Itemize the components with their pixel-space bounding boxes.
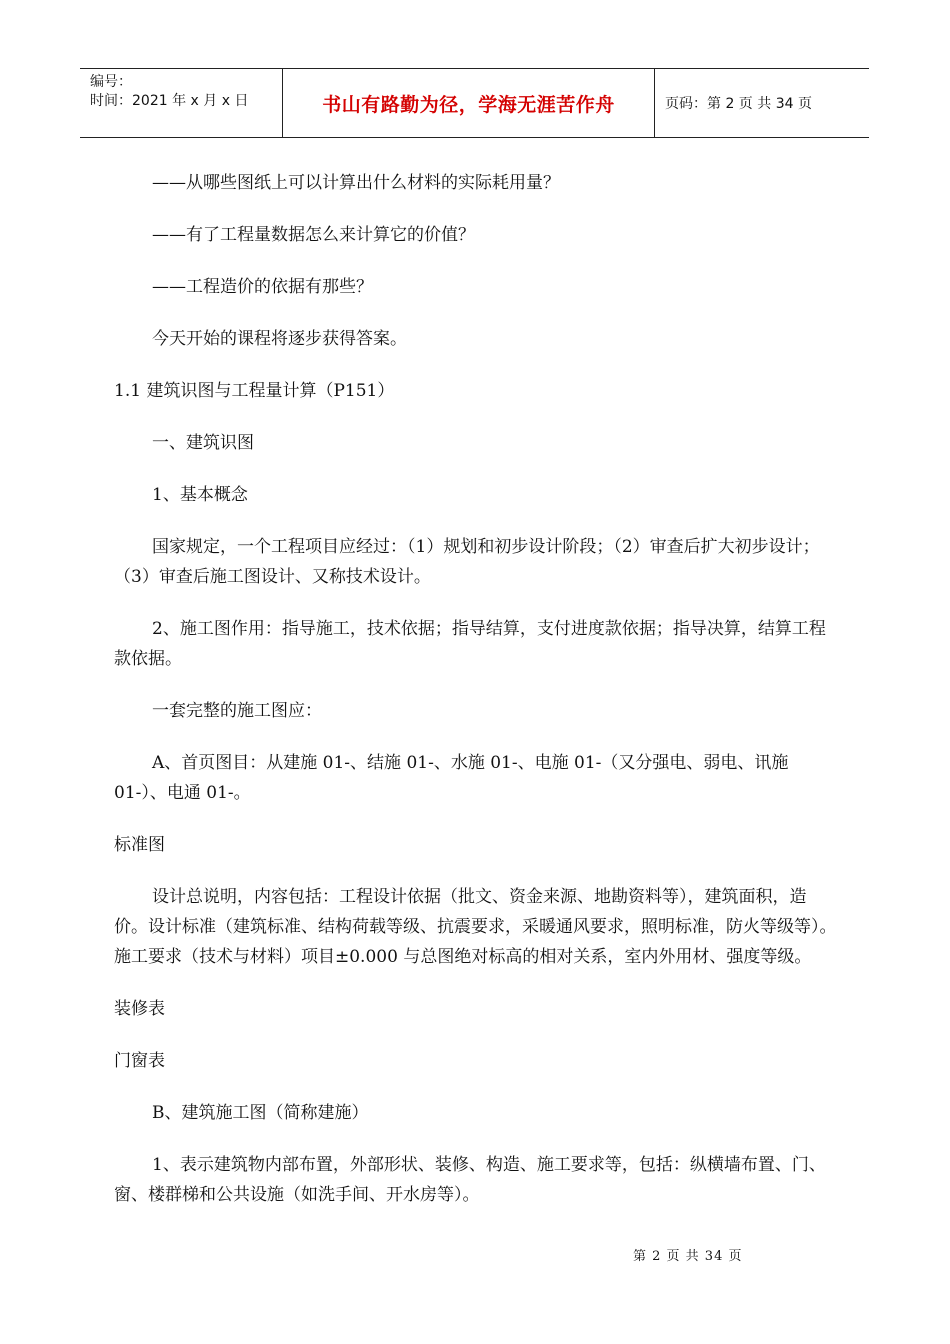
paragraph: 装修表 [114, 999, 165, 1019]
header-motto-cell [283, 69, 655, 137]
page-info: 页码：第 2 页 共 34 页 [665, 96, 812, 112]
paragraph: 门窗表 [114, 1051, 165, 1071]
paragraph: 一套完整的施工图应： [152, 701, 322, 721]
document-body [114, 168, 838, 1210]
number-label: 编号： [90, 74, 132, 90]
paragraph: 国家规定，一个工程项目应经过：（1）规划和初步设计阶段；（2）审查后扩大初步设计；（3）审查后施工图设计、又称技术设计。 [114, 537, 820, 587]
paragraph: 今天开始的课程将逐步获得答案。 [152, 329, 407, 349]
subsection-heading: 1、基本概念 [152, 485, 248, 505]
paragraph: ——从哪些图纸上可以计算出什么材料的实际耗用量？ [152, 173, 560, 193]
paragraph: 标准图 [114, 835, 165, 855]
paragraph: 设计总说明，内容包括：工程设计依据（批文、资金来源、地勘资料等），建筑面积，造价。设计标准（建筑标准、结构荷载等级、抗震要求，采暖通风要求，照明标准，防火等级等）。施工要求（技术与材料）项目±0.000 与总图绝对标高的相对关系，室内外用材、强度等级。 [114, 887, 837, 967]
time-label: 时间：2021 年 x 月 x 日 [90, 93, 249, 109]
paragraph: A、首页图目：从建施 01-、结施 01-、水施 01-、电施 01-（又分强电、弱电、讯施 01-）、电通 01-。 [114, 753, 789, 803]
paragraph: ——工程造价的依据有那些？ [152, 277, 373, 297]
paragraph: 1、表示建筑物内部布置，外部形状、装修、构造、施工要求等，包括：纵横墙布置、门、窗、楼群梯和公共设施（如洗手间、开水房等）。 [114, 1155, 826, 1205]
header-meta-cell [80, 69, 283, 137]
document-header [80, 68, 869, 138]
motto-text: 书山有路勤为径，学海无涯苦作舟 [322, 93, 615, 116]
paragraph: 2、施工图作用：指导施工，技术依据；指导结算，支付进度款依据；指导决算，结算工程款依据。 [114, 619, 826, 669]
subsection-heading: 一、建筑识图 [152, 433, 254, 453]
header-page-cell [655, 69, 869, 137]
paragraph: B、建筑施工图（简称建施） [152, 1103, 369, 1123]
section-heading: 1.1 建筑识图与工程量计算（P151） [114, 381, 395, 401]
page-footer: 第 2 页 共 34 页 [633, 1249, 743, 1264]
paragraph: ——有了工程量数据怎么来计算它的价值？ [152, 225, 475, 245]
